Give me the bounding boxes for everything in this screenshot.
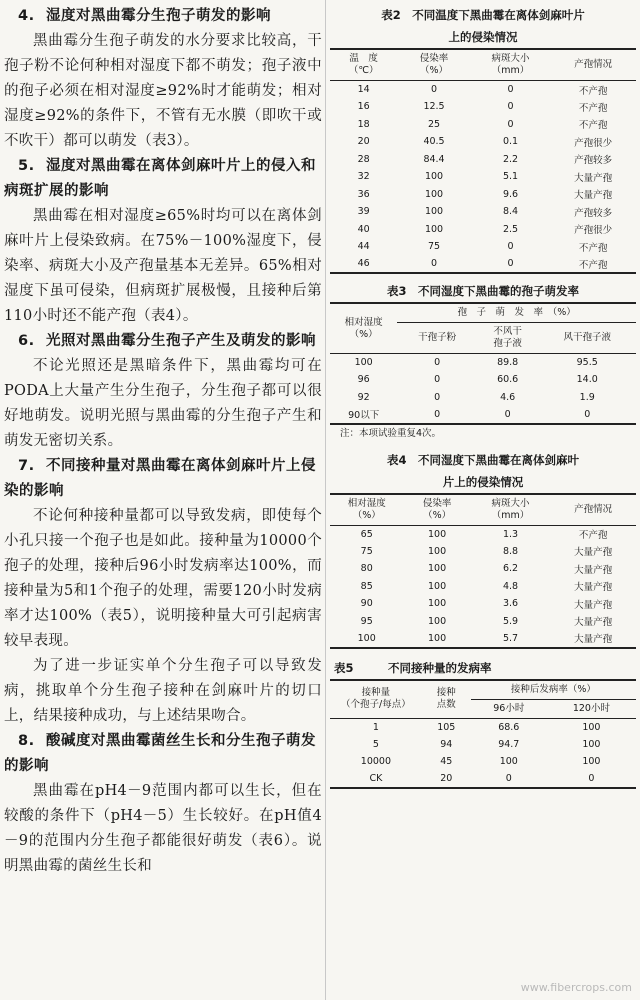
table-cell: 产孢很少 [574,137,613,149]
table-cell: 20 [357,136,370,148]
section-6 [4,329,322,454]
paragraph: 黑曲霉在pH4－9范围内都可以生长，但在较酸的条件下（pH4－5）生长较好。在pH值4－9的范围内分生孢子都能很好萌发（表6）。说明黑曲霉的菌丝生长和 [4,783,322,874]
table-header: 接种 点数 [422,680,471,719]
table-cell: 0 [431,84,438,95]
table-row [330,238,636,256]
table-cell: 产孢较多 [574,207,613,219]
table-header: 温 度 （℃） [348,53,379,76]
table-cell: 不产孢 [578,242,608,254]
table-cell: 68.6 [498,721,520,733]
section-8 [4,729,322,879]
table-header-row [330,494,636,526]
table-row [330,560,636,578]
table-cell: 14.0 [576,374,598,386]
table-row [330,406,636,424]
table-cell: 85 [360,580,373,592]
table-title: 表3 不同湿度下黑曲霉的孢子萌发率 [387,284,579,298]
table-cell: 0 [584,408,591,420]
table-cell: 100 [428,598,447,610]
table-cell: 12.5 [423,101,445,113]
section-heading: 7. 不同接种量对黑曲霉在离体剑麻叶片上侵染的影响 [4,458,316,499]
table-cell: 94.7 [498,738,520,750]
table-cell: 100 [582,721,601,733]
table-cell: 100 [428,563,447,575]
table-subheader: 不风干 孢子液 [493,326,522,349]
table-cell: 100 [424,171,444,183]
table-cell: 0 [434,357,441,368]
right-column [330,4,636,789]
paragraph: 为了进一步证实单个分生孢子可以导致发病，挑取单个分生孢子接种在剑麻叶片的切口上，结果接种成功，与上述结果吻合。 [4,658,322,724]
paragraph: 黑曲霉在相对湿度≥65%时均可以在离体剑麻叶片上侵染致病。在75%－100%湿度下，侵染率、病斑大小及产孢量基本无差异。65%相对湿度下虽可侵染，但病斑扩展极慢，且接种后第110小时还不能产孢（表4）。 [4,208,322,324]
table-cell: 100 [357,632,376,644]
table-row [330,168,636,186]
table-cell: 0 [507,241,514,253]
table-cell: 大量产孢 [574,617,613,629]
column-divider [325,0,326,1000]
table-cell: 45 [440,756,453,768]
table-row [330,98,636,116]
table-cell: 大量产孢 [574,599,613,611]
table-row [330,595,636,613]
table-5 [330,657,636,790]
section-7 [4,454,322,729]
section-heading: 4. 湿度对黑曲霉分生孢子萌发的影响 [18,8,271,24]
table-cell: 大量产孢 [574,190,613,202]
table-header: 病斑大小 （mm） [491,497,530,521]
table-cell: 90 [360,598,373,610]
section-heading: 8. 酸碱度对黑曲霉菌丝生长和分生孢子萌发的影响 [4,733,316,774]
table-header-row [330,680,636,700]
table-5-grid [330,679,636,790]
table-cell: 14 [357,84,370,95]
table-row [330,753,636,771]
table-row [330,186,636,204]
table-subheader: 风干孢子液 [563,332,611,343]
table-cell: 0 [507,84,514,95]
table-row [330,613,636,631]
table-cell: 0 [434,408,441,420]
table-cell: 不产孢 [578,120,608,132]
table-cell: 5 [372,738,379,750]
section-5 [4,154,322,329]
section-heading: 5. 湿度对黑曲霉在离体剑麻叶片上的侵入和病斑扩展的影响 [4,158,316,199]
table-row [330,578,636,596]
table-header-row [330,49,636,81]
table-header: 相对湿度 （%） [347,497,386,521]
table-cell: 大量产孢 [574,564,613,576]
section-heading: 6. 光照对黑曲霉分生孢子产生及萌发的影响 [18,333,316,349]
table-header: 产孢情况 [574,59,613,70]
table-row [330,630,636,648]
table-cell: 100 [354,357,373,368]
table-title: 上的侵染情况 [448,30,518,44]
table-cell: 100 [428,545,447,557]
table-cell: 0 [431,258,438,270]
table-row [330,116,636,134]
table-cell: 产孢较多 [574,155,613,167]
table-row [330,256,636,274]
paragraph: 不论何种接种量都可以导致发病，即使每个小孔只接一个孢子也是如此。接种量为10000个孢子的处理，接种后96小时发病率达100%，而接种量为5和1个孢子的处理，需要120小时发病率才达100%（表5），说明接种量大可引起病害较早表现。 [4,508,322,649]
table-cell: 80 [360,563,373,575]
table-cell: 25 [427,118,441,130]
table-cell: 100 [428,580,447,592]
table-cell: 28 [357,153,370,165]
table-title: 表4 不同湿度下黑曲霉在离体剑麻叶 [387,452,579,467]
table-cell: 100 [424,188,444,200]
table-cell: 1 [372,721,379,733]
paragraph: 不论光照还是黑暗条件下，黑曲霉均可在PODA上大量产生分生孢子，分生孢子都可以很好地萌发。说明光照与黑曲霉的分生孢子产生和萌发无密切关系。 [4,358,322,449]
table-cell: 36 [357,188,370,200]
table-cell: 84.4 [423,153,445,165]
table-header-group: 孢 子 萌 发 率 （%） [397,303,636,323]
table-cell: 90以下 [348,410,380,422]
table-3-grid [330,302,636,425]
table-title: 表2 不同温度下黑曲霉在离体剑麻叶片 [381,8,585,22]
table-row [330,718,636,736]
table-cell: 0 [507,258,514,270]
table-cell: 大量产孢 [574,582,613,594]
watermark: www.fibercrops.com [520,981,632,994]
table-cell: 40.5 [423,136,445,148]
table-3 [330,280,636,443]
table-cell: 16 [357,101,370,113]
table-row [330,736,636,754]
table-cell: 100 [424,206,444,218]
table-cell: 20 [440,773,453,785]
table-cell: 95 [360,615,373,627]
table-cell: 32 [357,171,370,183]
table-cell: 0 [588,773,595,785]
table-cell: 94 [440,738,453,750]
table-cell: 60.6 [497,374,519,386]
table-header: 侵染率 （%） [422,497,452,521]
table-subheader: 120小时 [572,702,610,714]
table-header: 相对湿度 （%） [330,303,397,354]
table-cell: 5.7 [502,632,519,644]
paragraph: 黑曲霉分生孢子萌发的水分要求比较高，干孢子粉不论何种相对湿度下都不萌发；孢子液中的孢子必须在相对湿度≥92%时才能萌发；相对湿度≥92%的条件下，不管有无水膜（即吹干或不吹干）都可以萌发（表3）。 [4,33,322,149]
table-cell: 44 [357,241,370,253]
table-cell: 100 [499,756,518,768]
table-4 [330,449,636,649]
table-cell: 0 [505,773,512,785]
table-row [330,543,636,561]
table-cell: 大量产孢 [574,172,613,184]
table-cell: 不产孢 [578,530,608,541]
table-cell: 2.5 [502,223,519,235]
table-body [330,354,636,424]
table-cell: 46 [357,258,370,270]
table-header: 接种量 （个孢子/每点） [330,680,422,719]
table-cell: 5.1 [502,171,519,183]
table-cell: 96 [357,374,370,386]
table-header-row [330,303,636,323]
table-row [330,371,636,389]
table-cell: 6.2 [502,563,519,575]
table-cell: 0 [507,101,514,113]
table-cell: 10000 [360,756,392,768]
table-cell: 100 [582,756,601,768]
table-cell: 92 [357,391,370,403]
table-cell: 1.3 [502,528,519,540]
table-cell: 95.5 [576,357,598,368]
table-cell: 0 [507,118,514,130]
table-subheader: 干孢子粉 [418,332,457,343]
table-cell: CK [369,773,383,785]
table-row [330,525,636,543]
table-cell: 不产孢 [578,102,608,114]
table-cell: 100 [428,528,447,540]
table-cell: 产孢很少 [574,225,613,237]
table-cell: 75 [427,241,441,253]
table-header: 侵染率 （%） [419,53,449,76]
table-row [330,389,636,407]
section-4 [4,4,322,154]
left-column [4,4,322,879]
table-row [330,203,636,221]
table-cell: 大量产孢 [574,547,613,559]
table-cell: 1.9 [579,391,595,403]
table-cell: 大量产孢 [574,634,613,646]
table-cell: 0.1 [502,136,519,148]
table-cell: 0 [434,391,441,403]
table-cell: 100 [428,632,447,644]
table-title: 片上的侵染情况 [442,474,524,489]
table-cell: 0 [504,408,511,420]
table-note: 注：本项试验重复4次。 [340,427,442,439]
table-title: 表5 不同接种量的发病率 [334,660,492,675]
table-row [330,81,636,99]
table-cell: 4.8 [502,580,519,592]
table-cell: 100 [424,223,444,235]
table-subheader: 96小时 [493,702,525,714]
table-cell: 100 [582,738,601,750]
table-cell: 2.2 [502,153,519,165]
table-body [330,525,636,648]
table-2-grid [330,48,636,274]
table-cell: 105 [437,721,456,733]
table-cell: 8.8 [502,545,519,557]
table-cell: 65 [360,528,373,540]
table-cell: 89.8 [497,357,519,368]
table-row [330,354,636,372]
table-row [330,221,636,239]
table-cell: 9.6 [502,188,519,200]
table-header-group: 接种后发病率（%） [471,680,636,700]
table-cell: 40 [357,223,370,235]
table-cell: 18 [357,118,370,130]
table-row [330,771,636,789]
table-cell: 0 [434,374,441,386]
table-cell: 3.6 [502,598,519,610]
table-cell: 5.9 [502,615,519,627]
table-header: 病斑大小 （mm） [491,53,530,76]
table-cell: 4.6 [500,391,516,403]
table-row [330,133,636,151]
table-2 [330,4,636,274]
table-row [330,151,636,169]
table-cell: 8.4 [502,206,519,218]
table-4-grid [330,493,636,649]
table-cell: 39 [357,206,370,218]
table-body [330,81,636,274]
table-header: 产孢情况 [574,503,613,515]
table-body [330,718,636,788]
table-cell: 75 [360,545,373,557]
table-cell: 不产孢 [578,259,608,271]
table-cell: 不产孢 [578,85,608,97]
table-cell: 100 [428,615,447,627]
